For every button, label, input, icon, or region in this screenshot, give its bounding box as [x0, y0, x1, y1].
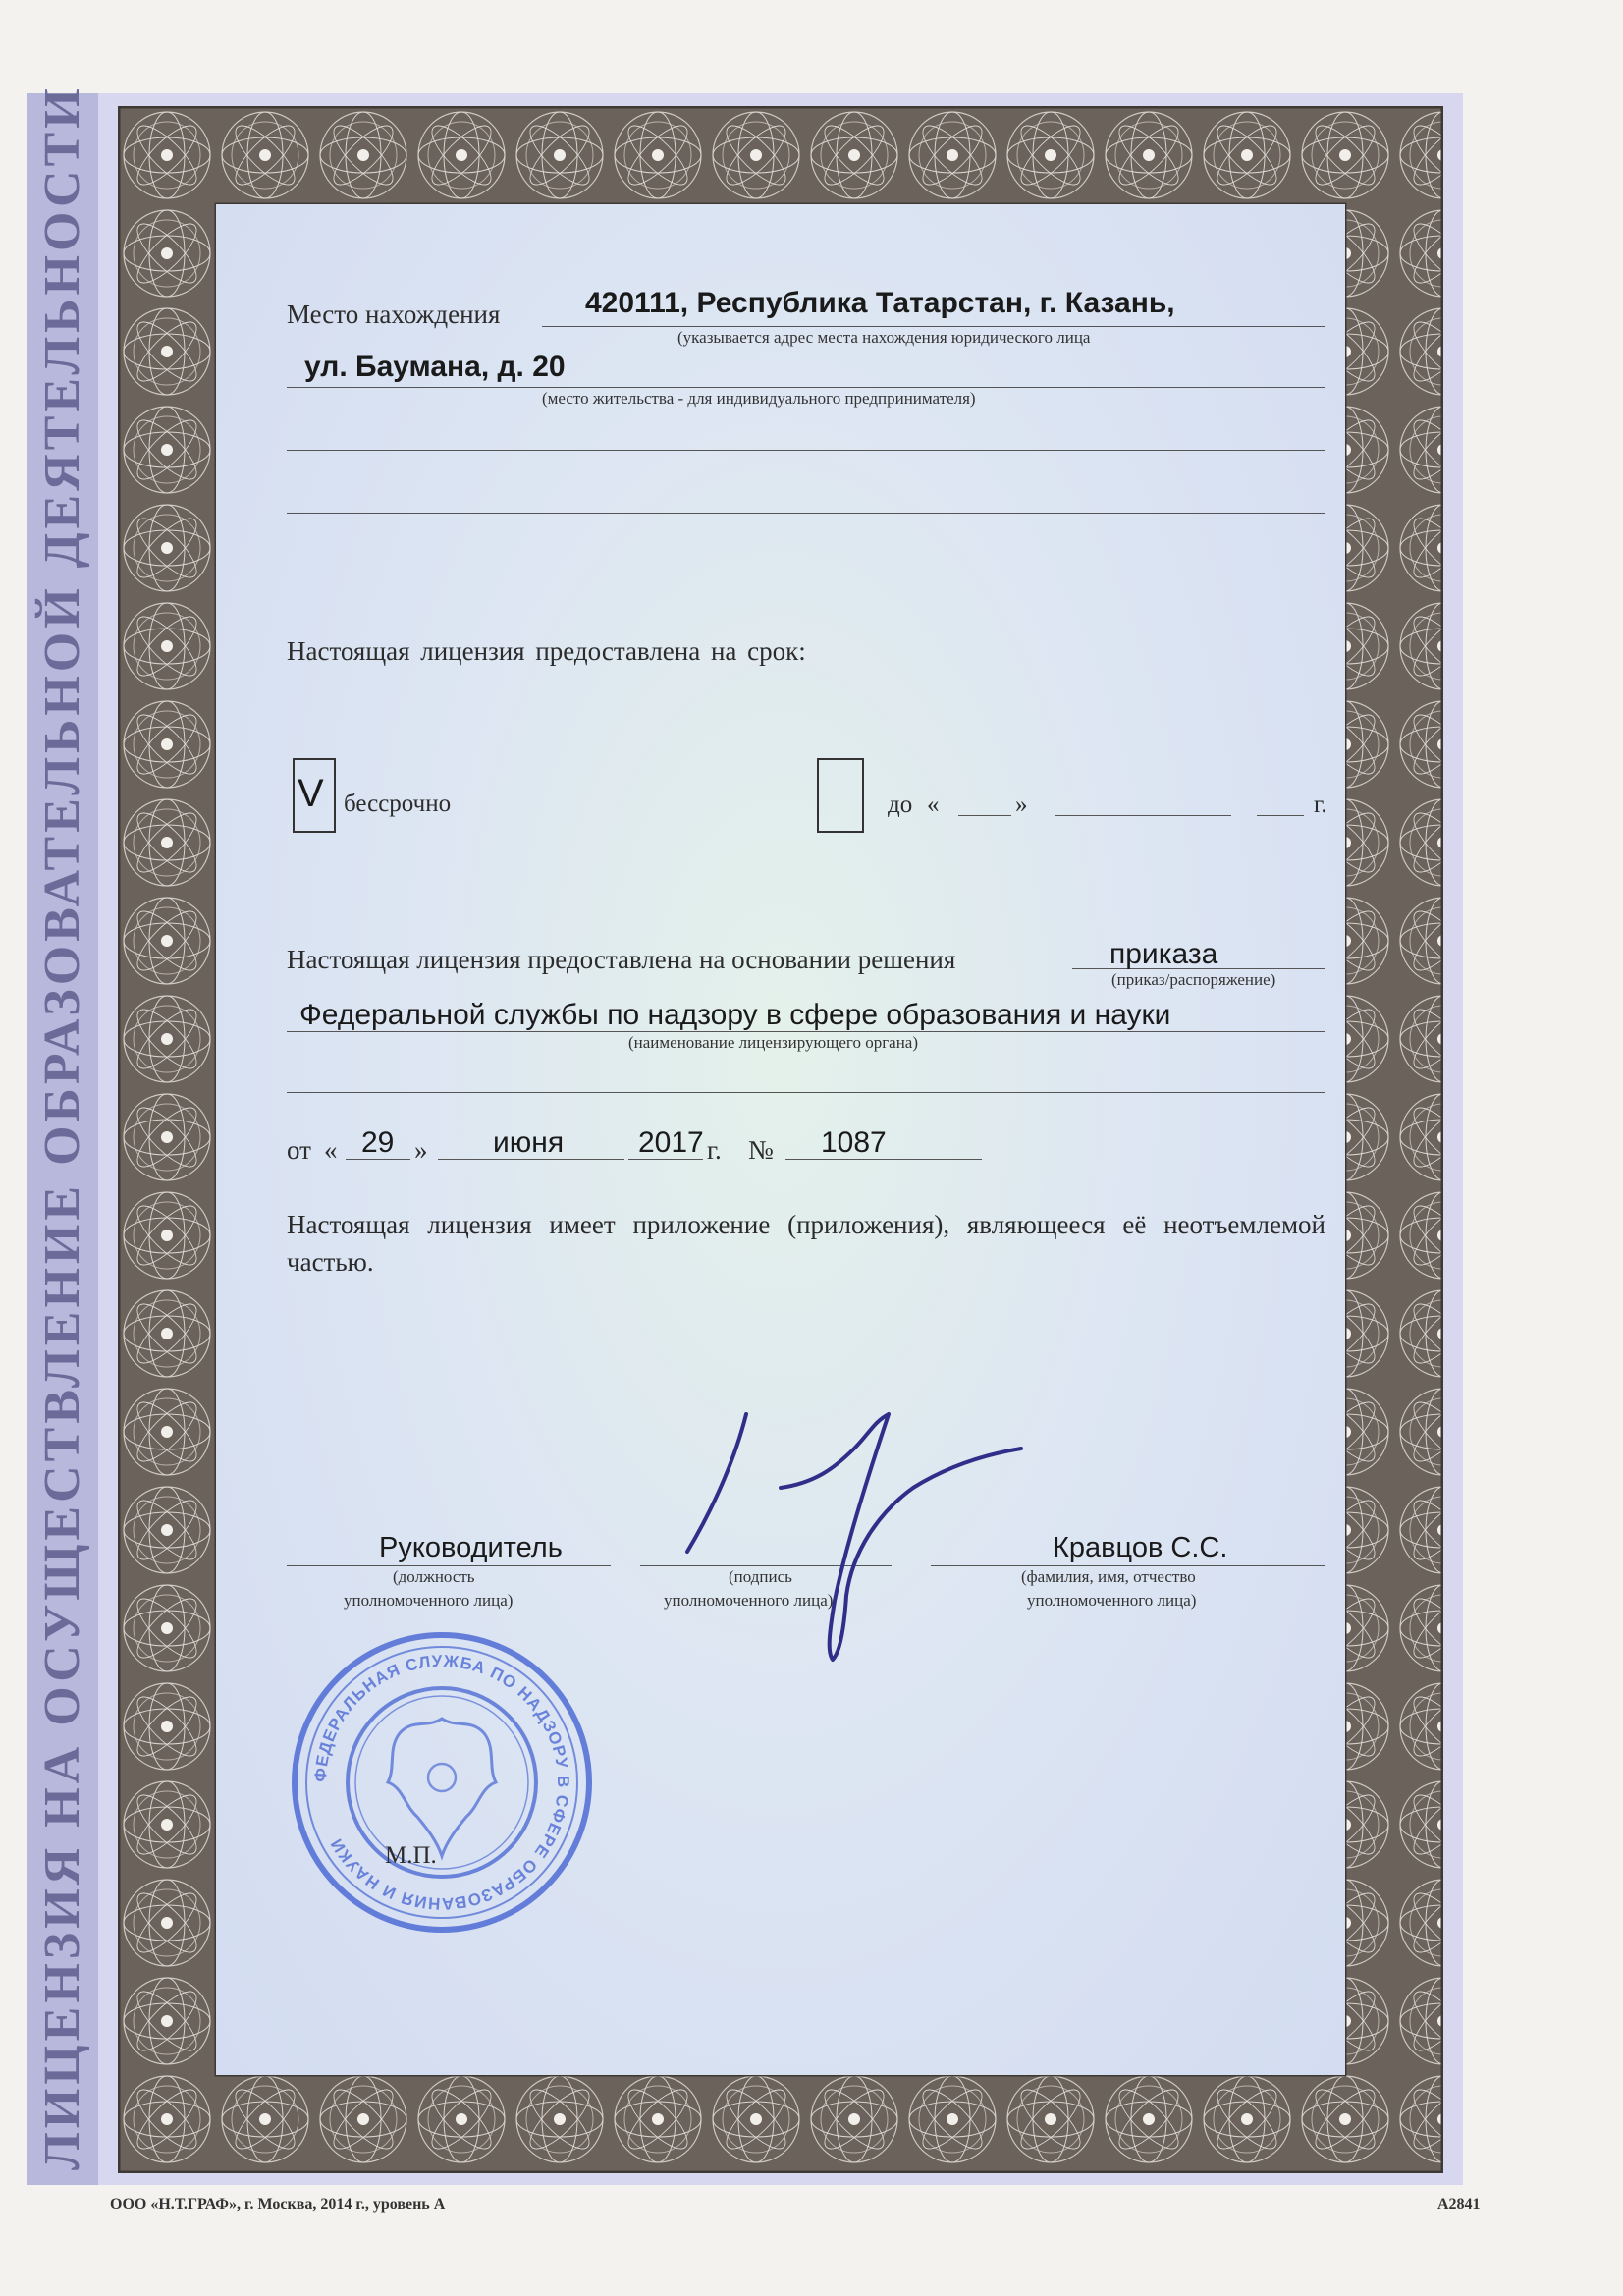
stamp-place-label: М.П.: [385, 1842, 437, 1869]
side-title: ЛИЦЕНЗИЯ НА ОСУЩЕСТВЛЕНИЕ ОБРАЗОВАТЕЛЬНОЙ ДЕЯТЕЛЬНОСТИ: [34, 84, 90, 2170]
location-value-2: ул. Баумана, д. 20: [304, 351, 566, 383]
location-value-1: 420111, Республика Татарстан, г. Казань,: [585, 287, 1175, 319]
form-code: А2841: [1437, 2196, 1481, 2213]
order-number: 1087: [821, 1126, 887, 1159]
until-day-line: [958, 815, 1011, 816]
perpetual-label: бессрочно: [344, 791, 452, 817]
number-label: №: [748, 1135, 774, 1165]
location-hint-1: (указывается адрес места нахождения юридического лица: [677, 328, 1091, 347]
decision-type-hint: (приказ/распоряжение): [1111, 970, 1276, 989]
decision-type: приказа: [1109, 938, 1218, 970]
until-year-line: [1257, 815, 1304, 816]
date-open-quote: «: [324, 1135, 338, 1165]
checkbox-mark: V: [298, 772, 324, 815]
name-hint-2: уполномоченного лица): [1027, 1591, 1197, 1610]
location-line-4: [287, 513, 1325, 514]
date-year: 2017: [638, 1126, 704, 1159]
date-month: июня: [493, 1126, 565, 1159]
date-close-quote: »: [414, 1135, 428, 1165]
svg-text:ФЕДЕРАЛЬНАЯ СЛУЖБА ПО НАДЗОРУ: ФЕДЕРАЛЬНАЯ СЛУЖБА ПО НАДЗОРУ В СФЕРЕ ОБРАЗОВАНИЯ И НАУКИ: [310, 1651, 573, 1914]
sign-hint-1: (подпись: [729, 1567, 792, 1586]
location-hint-2: (место жительства - для индивидуального предпринимателя): [542, 389, 976, 408]
sign-hint-2: уполномоченного лица): [664, 1591, 834, 1610]
location-line-2: [287, 387, 1325, 388]
checkbox-until: [817, 758, 864, 833]
location-label: Место нахождения: [287, 300, 501, 329]
until-label: до: [888, 792, 913, 818]
location-line-1: [542, 326, 1325, 327]
basis-text: Настоящая лицензия предоставлена на основании решения: [287, 945, 956, 974]
appendix-text: Настоящая лицензия имеет приложение (приложения), являющееся её неотъемлемой частью.: [287, 1210, 1325, 1277]
printer-info: ООО «Н.Т.ГРАФ», г. Москва, 2014 г., уровень А: [110, 2196, 446, 2213]
date-from-label: от: [287, 1135, 311, 1165]
authority-name: Федеральной службы по надзору в сфере образования и науки: [299, 999, 1171, 1031]
official-seal: [280, 1620, 604, 1944]
name-hint-1: (фамилия, имя, отчество: [1021, 1567, 1196, 1586]
authority-line-2: [287, 1092, 1325, 1093]
handwritten-signature: [668, 1394, 1041, 1669]
until-close-quote: »: [1015, 792, 1028, 818]
authority-hint: (наименование лицензирующего органа): [628, 1033, 919, 1052]
until-year-suffix: г.: [1314, 792, 1327, 818]
location-line-3: [287, 450, 1325, 451]
term-heading: Настоящая лицензия предоставлена на срок:: [287, 636, 806, 666]
position-hint-2: уполномоченного лица): [344, 1591, 514, 1610]
date-day: 29: [361, 1126, 395, 1159]
position-line: [287, 1565, 611, 1566]
signatory-position: Руководитель: [379, 1532, 563, 1563]
until-month-line: [1055, 815, 1231, 816]
position-hint-1: (должность: [393, 1567, 475, 1586]
until-open-quote: «: [927, 792, 940, 818]
signatory-name: Кравцов С.С.: [1053, 1532, 1228, 1563]
date-year-suffix: г.: [707, 1135, 722, 1165]
